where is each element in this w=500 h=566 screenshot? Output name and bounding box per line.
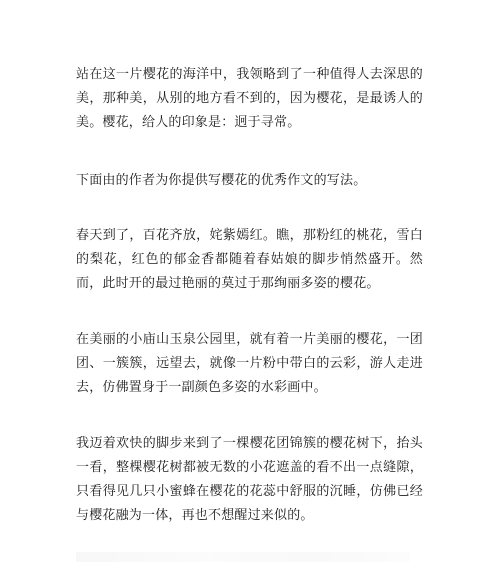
- faded-text-strip: [76, 552, 410, 562]
- paragraph-intro: 下面由的作者为你提供写樱花的优秀作文的写法。: [76, 173, 367, 188]
- paragraph-spring: 春天到了，百花齐放，姹紫嫣红。瞧，那粉红的桃花，雪白的梨花，红色的郁金香都随着春姑娘的脚步悄然盛开。然而，此时开的最过艳丽的莫过于那绚丽多姿的樱花。: [76, 228, 423, 291]
- paragraph-park: 在美丽的小庙山玉泉公园里，就有着一片美丽的樱花，一团团、一簇簇，远望去，就像一片粉中带白的云彩，游人走进去，仿佛置身于一副颜色多姿的水彩画中。: [76, 332, 423, 395]
- paragraph-under-tree: 我迈着欢快的脚步来到了一棵樱花团锦簇的樱花树下，抬头一看，整棵樱花树都被无数的小花遮盖的看不出一点缝隙，只看得见几只小蜜蜂在樱花的花蕊中舒服的沉睡，仿佛已经与樱花融为一体，再也不想醒过来似的。: [76, 436, 423, 523]
- paragraph-sea-of-cherry-blossoms: 站在这一片樱花的海洋中，我领略到了一种值得人去深思的美，那种美，从别的地方看不到的，因为樱花，是最诱人的美。樱花，给人的印象是：迥于寻常。: [76, 67, 423, 130]
